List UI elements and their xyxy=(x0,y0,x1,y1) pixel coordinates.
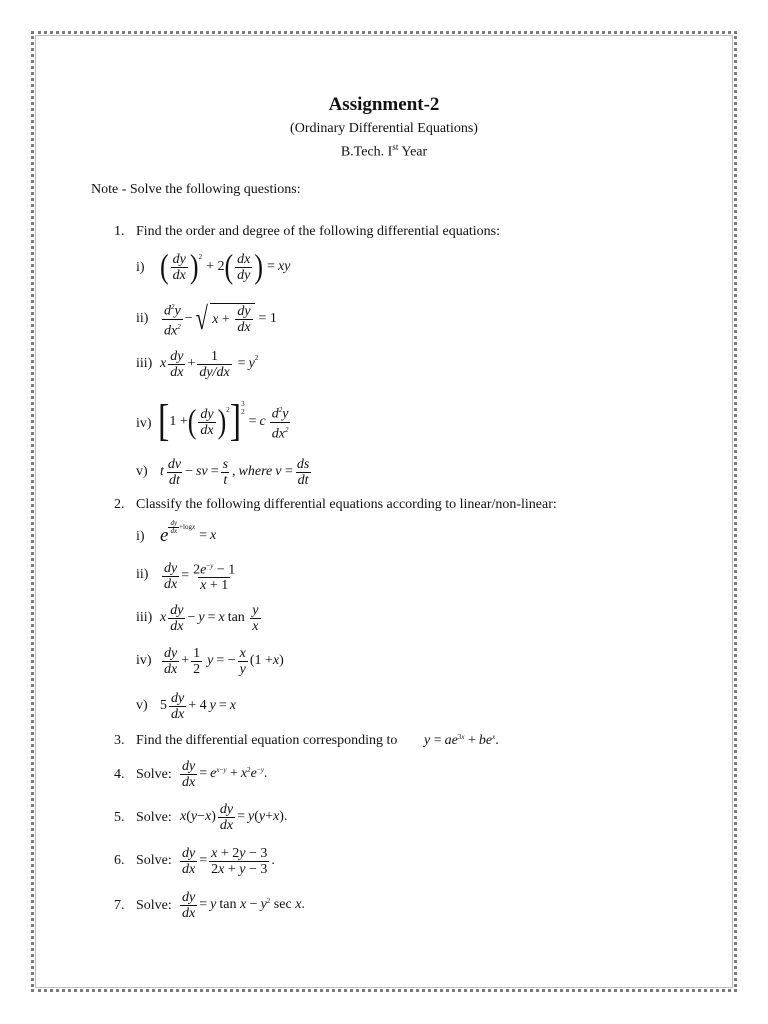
q3-number: 3. xyxy=(114,733,125,748)
q1-part-ii-label: ii) xyxy=(136,311,149,326)
assignment-subtitle: (Ordinary Differential Equations) xyxy=(290,121,478,136)
q2-part-iii-label: iii) xyxy=(136,610,153,625)
q2-part-iv-label: iv) xyxy=(136,653,152,668)
q5-equation: x ( y − x ) $\frac{dy}{dx}$ = y ( y + x ). xyxy=(180,801,288,833)
q3-equation: y = ae 3x + be x . xyxy=(424,733,499,748)
year-prefix: B.Tech. I xyxy=(340,144,393,160)
assignment-title: Assignment-2 xyxy=(328,94,440,115)
q2-part-i-label: i) xyxy=(136,529,145,544)
q1-part-i-label: i) xyxy=(136,260,145,275)
q1-part-v-label: v) xyxy=(136,464,148,479)
q4-number: 4. xyxy=(114,767,125,782)
course-year xyxy=(0,142,768,161)
q6-equation: $\frac{dy}{dx}$ = $\frac{x + 2y - 3}{2x + y - 3}$ . xyxy=(182,845,275,877)
q1-part-i-equation: ( $\frac{dy}{dx}$ ) 2 + 2 ( $\frac{dx}{dy}$ ) = xy xyxy=(160,247,291,286)
q2-part-v-label: v) xyxy=(136,698,148,713)
q4-text: Solve: xyxy=(136,767,172,782)
q2-part-ii-label: ii) xyxy=(136,567,149,582)
q1-part-iii-equation: x $\frac{dy}{dx}$ + $\frac{1}{dy/dx}$ = y 2 xyxy=(160,348,259,380)
q2-number: 2. xyxy=(114,497,125,512)
q1-part-ii-equation: $\frac{d^2y}{dx^2}$ − √ x + $\frac{dy}{dx}$ = 1 xyxy=(164,300,277,339)
q3-text: Find the differential equation corresponding to xyxy=(136,733,398,748)
q7-equation: $\frac{dy}{dx}$ = y tan x − y 2 sec x . xyxy=(182,889,305,921)
q1-number: 1. xyxy=(114,224,125,239)
q7-number: 7. xyxy=(114,898,125,913)
year-suffix: Year xyxy=(398,144,428,160)
q1-part-v-equation: t $\frac{dv}{dt}$ − sv = $\frac{s}{t}$ , where v = $\frac{ds}{dt}$ xyxy=(160,456,310,488)
q2-part-v-equation: 5 $\frac{dy}{dx}$ + 4 y = x xyxy=(160,690,236,722)
note-text: Note - Solve the following questions: xyxy=(91,182,301,197)
q1-part-iv-equation: [ 1 + ( $\frac{dy}{dx}$ ) 2 ] 3 2 = c $\frac{d^2y}{dx^2}$ xyxy=(158,397,289,446)
q7-text: Solve: xyxy=(136,898,172,913)
q2-part-iii-equation: x $\frac{dy}{dx}$ − y = x tan $\frac{y}{x}$ xyxy=(160,602,259,634)
q2-part-ii-equation: $\frac{dy}{dx}$ = $\frac{2e^{-y} - 1}{x + 1}$ xyxy=(164,560,236,594)
q4-equation: $\frac{dy}{dx}$ = e x−y + x 2 e −y . xyxy=(182,758,268,790)
q6-text: Solve: xyxy=(136,853,172,868)
q6-number: 6. xyxy=(114,853,125,868)
q1-part-iv-label: iv) xyxy=(136,416,152,431)
where-word: where xyxy=(238,464,273,479)
q2-text: Classify the following differential equations according to linear/non-linear: xyxy=(136,497,557,512)
q5-number: 5. xyxy=(114,810,125,825)
year-sup: st xyxy=(392,142,399,152)
q2-part-iv-equation: $\frac{dy}{dx}$ + $\frac{1}{2}$ y = − $\frac{x}{y}$ (1 + x ) xyxy=(164,645,284,677)
q5-text: Solve: xyxy=(136,810,172,825)
q2-part-i-equation: e $\frac{dy}{dx}$ +log x = x xyxy=(160,518,217,546)
q1-text: Find the order and degree of the following differential equations: xyxy=(136,224,501,239)
q1-part-iii-label: iii) xyxy=(136,356,153,371)
